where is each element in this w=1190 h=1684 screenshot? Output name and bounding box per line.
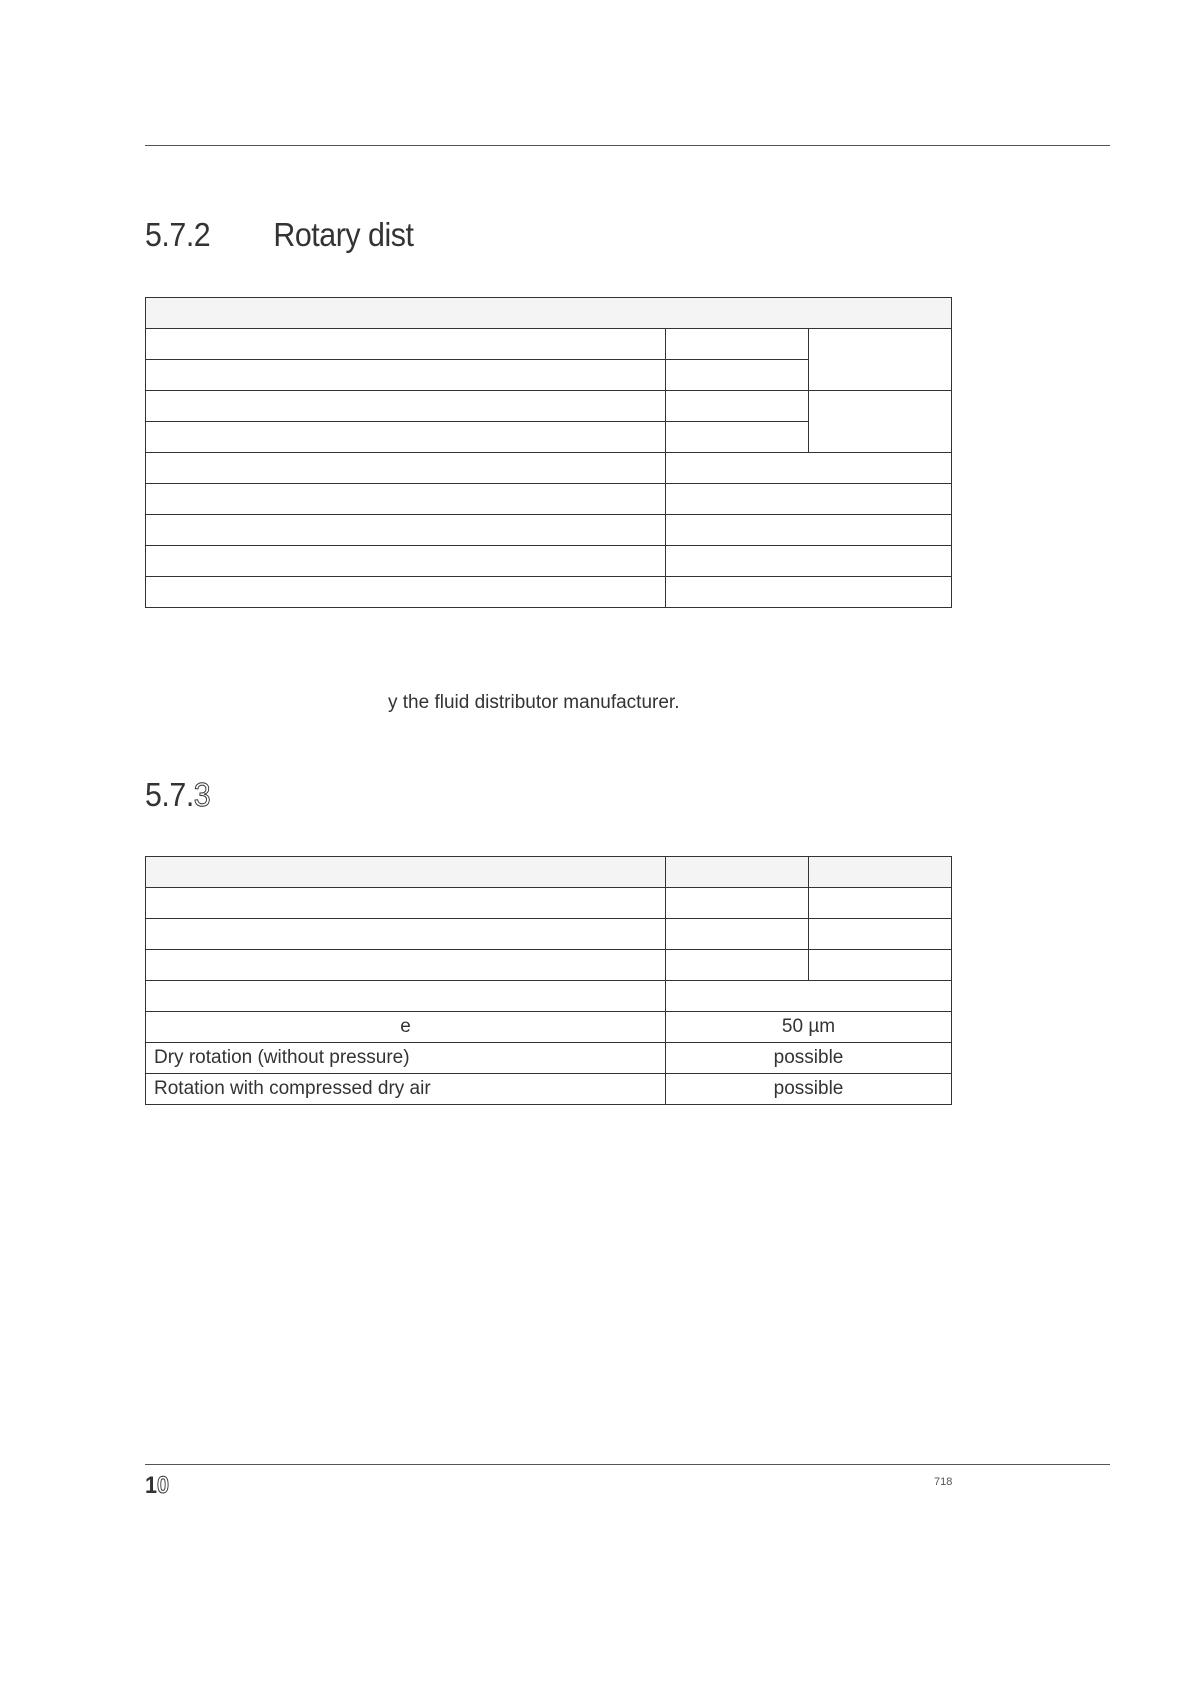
table-header-cell <box>146 857 666 888</box>
table-cell-value <box>666 577 952 608</box>
table-header-cell <box>146 298 952 329</box>
table-cell-group-value <box>809 391 952 453</box>
document-code: 718 <box>934 1476 953 1488</box>
table-cell-value <box>666 453 952 484</box>
table-row <box>146 950 952 981</box>
page-number <box>145 1472 169 1500</box>
table-cell-value: possible <box>666 1074 952 1105</box>
table-cell-label: Rotation with compressed dry air <box>146 1074 666 1105</box>
table-cell-value <box>666 919 809 950</box>
table-header-row <box>146 857 952 888</box>
section-573-number-prefix: 5.7. <box>145 776 194 813</box>
table-row <box>146 888 952 919</box>
table-cell-value <box>666 515 952 546</box>
table-cell-label <box>146 515 666 546</box>
section-572-heading <box>145 216 413 254</box>
table-row <box>146 546 952 577</box>
table-cell-value <box>666 360 809 391</box>
table-row <box>146 1012 952 1043</box>
table-row <box>146 1074 952 1105</box>
table-cell-value <box>666 888 809 919</box>
table-cell-value <box>666 329 809 360</box>
table-cell-value: 50 µm <box>666 1012 952 1043</box>
table-row <box>146 329 952 360</box>
table-cell-label: Dry rotation (without pressure) <box>146 1043 666 1074</box>
rotary-distributor-table <box>145 297 952 608</box>
table-row <box>146 391 952 422</box>
page-number-outline: 0 <box>157 1472 170 1499</box>
section-573-number-last: 3 <box>193 776 211 813</box>
table-cell-label <box>146 422 666 453</box>
table-cell-value <box>666 484 952 515</box>
table-cell-value: possible <box>666 1043 952 1074</box>
table-header-row <box>146 298 952 329</box>
table-row <box>146 577 952 608</box>
table-cell-label <box>146 453 666 484</box>
table-cell-value <box>666 950 809 981</box>
table-cell-label <box>146 360 666 391</box>
table-cell-group-value <box>809 329 952 391</box>
table-row <box>146 1043 952 1074</box>
table-row <box>146 484 952 515</box>
section-572-number: 5.7.2 <box>145 216 211 253</box>
section-573-heading <box>145 776 210 814</box>
footer-rule <box>145 1464 1110 1465</box>
table-cell-value <box>809 919 952 950</box>
table-header-cell <box>809 857 952 888</box>
section-572-title: Rotary dist <box>273 216 414 253</box>
table-header-cell <box>666 857 809 888</box>
table-cell-value <box>666 981 952 1012</box>
table-cell-label: e <box>146 1012 666 1043</box>
table-cell-label <box>146 577 666 608</box>
table-cell-value <box>809 950 952 981</box>
table-row <box>146 919 952 950</box>
section-573-table <box>145 856 952 1105</box>
table-cell-label <box>146 888 666 919</box>
table-cell-label <box>146 919 666 950</box>
table-cell-label <box>146 484 666 515</box>
table-cell-value <box>666 546 952 577</box>
table-cell-label <box>146 391 666 422</box>
header-rule <box>145 145 1110 146</box>
table-cell-label <box>146 981 666 1012</box>
table-row <box>146 515 952 546</box>
table-cell-value <box>666 391 809 422</box>
manufacturer-note: y the fluid distributor manufacturer. <box>388 692 680 713</box>
page-number-bold: 1 <box>145 1472 158 1499</box>
table-cell-label <box>146 546 666 577</box>
table-cell-value <box>666 422 809 453</box>
table-cell-value <box>809 888 952 919</box>
table-cell-label <box>146 950 666 981</box>
table-row <box>146 453 952 484</box>
table-row <box>146 981 952 1012</box>
table-cell-label <box>146 329 666 360</box>
